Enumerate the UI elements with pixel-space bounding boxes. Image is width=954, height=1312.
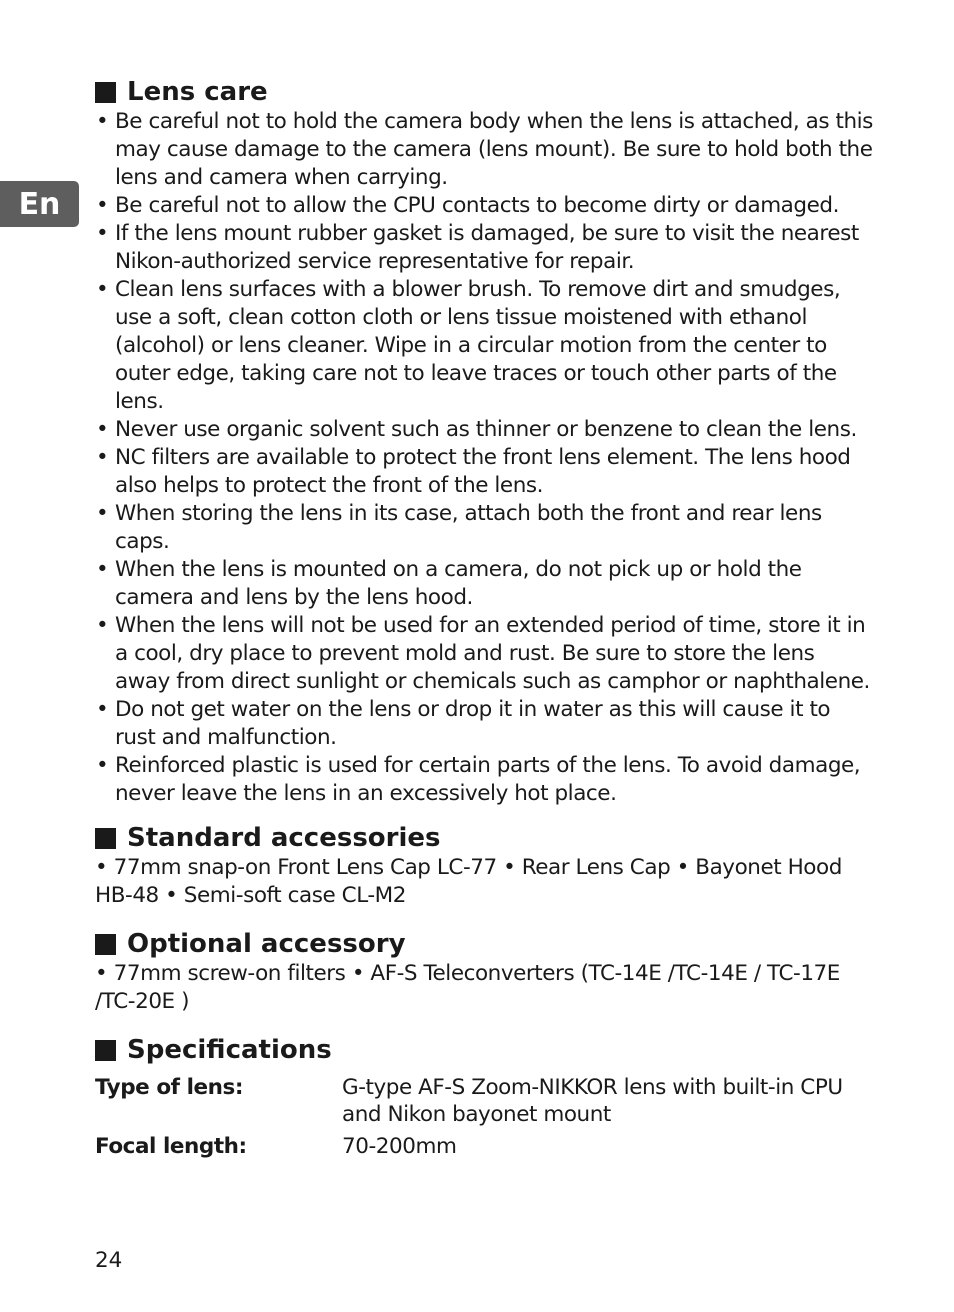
standard-accessories-text: • 77mm snap-on Front Lens Cap LC-77 • Rear Lens Cap • Bayonet Hood HB-48 • Semi-soft case CL-M2	[95, 855, 842, 908]
specifications-heading	[95, 1034, 875, 1066]
list-item: • Clean lens surfaces with a blower brush. To remove dirt and smudges, use a soft, clean cotton cloth or lens tissue moistened with ethanol (alcohol) or lens cleaner. Wipe in a circular motion from the center to outer edge, taking care not to leave traces or touch other parts of the lens.	[95, 276, 875, 416]
lens-care-heading	[95, 76, 875, 108]
standard-accessories-heading-text: Standard accessories	[127, 823, 441, 853]
optional-accessory-heading	[95, 928, 875, 960]
optional-accessory-text: • 77mm screw-on filters • AF-S Teleconverters (TC-14E /TC-14E / TC-17E /TC-20E )	[95, 961, 840, 1014]
spec-row-focal-length	[95, 1133, 875, 1160]
spec-value: 70-200mm	[342, 1134, 457, 1159]
spec-value: G-type AF-S Zoom-NIKKOR lens with built-in CPU and Nikon bayonet mount	[342, 1075, 843, 1127]
list-item: • Be careful not to allow the CPU contacts to become dirty or damaged.	[95, 192, 875, 220]
specifications-table	[95, 1074, 875, 1160]
page-content	[95, 76, 875, 1160]
specifications-heading-text: Specifications	[127, 1035, 332, 1065]
language-tab	[0, 181, 79, 227]
optional-accessory-heading-text: Optional accessory	[127, 929, 406, 959]
list-item: • Never use organic solvent such as thinner or benzene to clean the lens.	[95, 416, 875, 444]
page-number: 24	[95, 1248, 123, 1273]
lens-care-list	[95, 108, 875, 808]
square-bullet-icon	[95, 828, 116, 849]
standard-accessories-heading	[95, 822, 875, 854]
square-bullet-icon	[95, 82, 116, 103]
language-tab-label: En	[18, 186, 61, 222]
list-item: • Reinforced plastic is used for certain parts of the lens. To avoid damage, never leave the lens in an excessively hot place.	[95, 752, 875, 808]
lens-care-heading-text: Lens care	[127, 77, 268, 107]
list-item: • If the lens mount rubber gasket is damaged, be sure to visit the nearest Nikon-authorized service representative for repair.	[95, 220, 875, 276]
spec-label: Type of lens:	[95, 1075, 243, 1100]
list-item: • NC filters are available to protect the front lens element. The lens hood also helps to protect the front of the lens.	[95, 444, 875, 500]
square-bullet-icon	[95, 1040, 116, 1061]
list-item: • When the lens will not be used for an extended period of time, store it in a cool, dry place to prevent mold and rust. Be sure to store the lens away from direct sunlight or chemicals such as camphor or naphthalene.	[95, 612, 875, 696]
list-item: • When storing the lens in its case, attach both the front and rear lens caps.	[95, 500, 875, 556]
spec-label: Focal length:	[95, 1134, 247, 1159]
spec-row-type	[95, 1074, 875, 1128]
list-item: • Do not get water on the lens or drop it in water as this will cause it to rust and malfunction.	[95, 696, 875, 752]
square-bullet-icon	[95, 934, 116, 955]
list-item: • When the lens is mounted on a camera, do not pick up or hold the camera and lens by the lens hood.	[95, 556, 875, 612]
list-item: • Be careful not to hold the camera body when the lens is attached, as this may cause damage to the camera (lens mount). Be sure to hold both the lens and camera when carrying.	[95, 108, 875, 192]
